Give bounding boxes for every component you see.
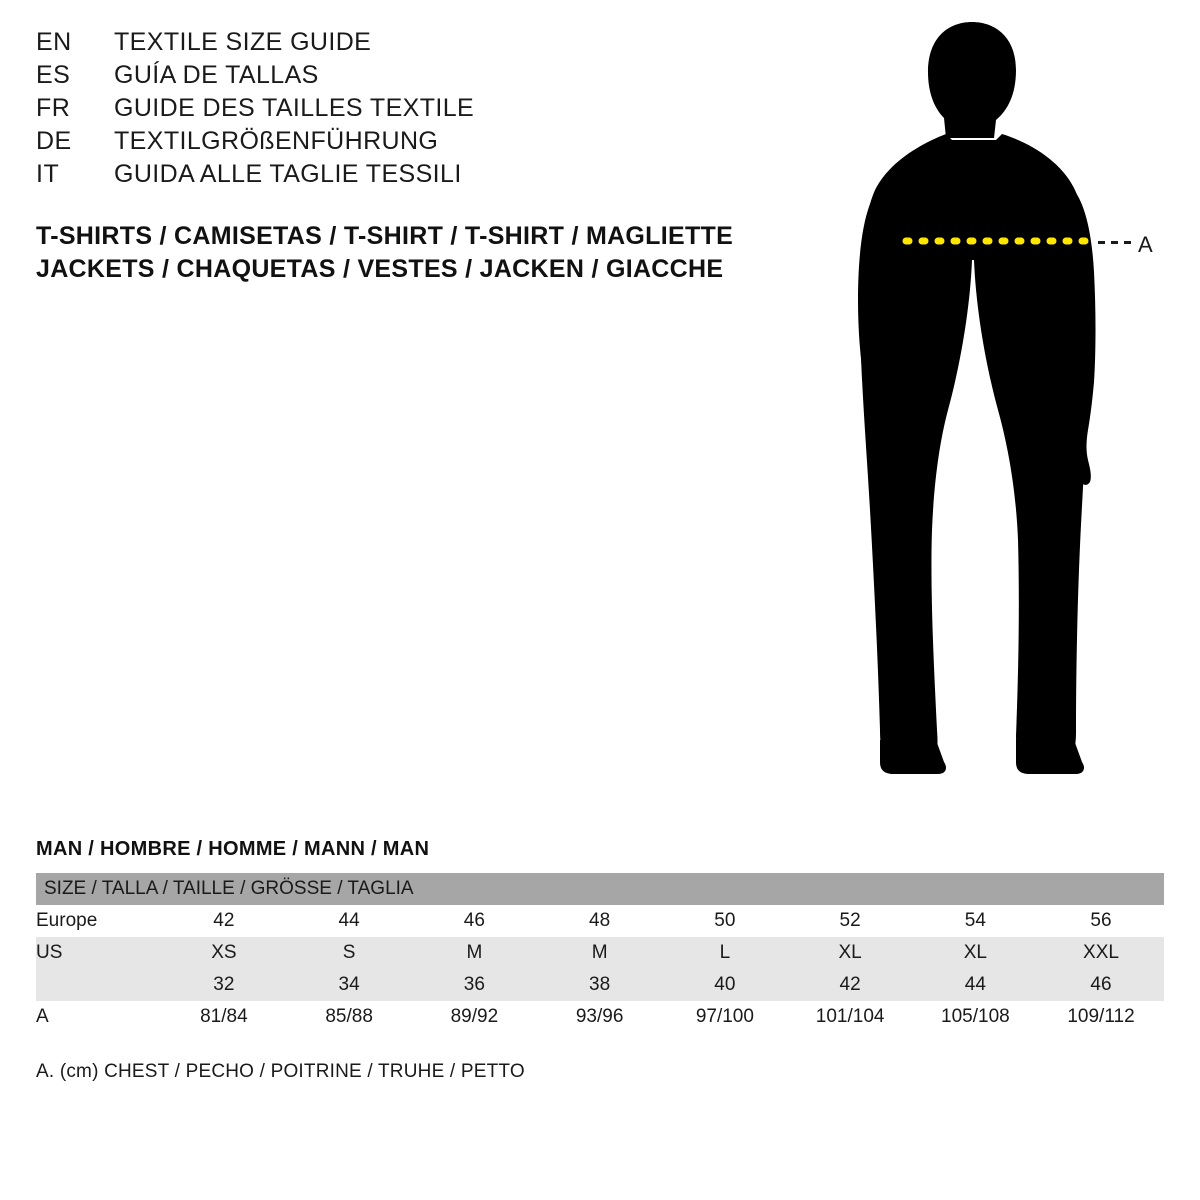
cell-a-7: 109/112 <box>1038 1001 1164 1033</box>
cell-a-5: 101/104 <box>788 1001 913 1033</box>
language-code-fr: FR <box>36 94 71 122</box>
cell-us-1: S <box>287 937 412 969</box>
size-table-section <box>36 838 1164 1083</box>
language-text-it: GUIDA ALLE TAGLIE TESSILI <box>114 160 462 188</box>
cell-numeric-6: 44 <box>913 969 1038 1001</box>
cell-europe-1: 44 <box>287 905 412 937</box>
cell-us-0: XS <box>161 937 286 969</box>
language-row-de <box>36 127 736 160</box>
cell-us-6: XL <box>913 937 1038 969</box>
cell-a-6: 105/108 <box>913 1001 1038 1033</box>
gender-title: MAN / HOMBRE / HOMME / MANN / MAN <box>36 838 430 860</box>
row-label-us: US <box>36 937 161 969</box>
language-row-en <box>36 28 736 61</box>
row-label-numeric <box>36 969 161 1001</box>
cell-us-5: XL <box>788 937 913 969</box>
cell-us-7: XXL <box>1038 937 1164 969</box>
cell-europe-3: 48 <box>537 905 662 937</box>
cell-us-4: L <box>662 937 787 969</box>
table-row <box>36 905 1164 937</box>
cell-europe-7: 56 <box>1038 905 1164 937</box>
language-text-en: TEXTILE SIZE GUIDE <box>114 28 372 56</box>
language-code-en: EN <box>36 28 72 56</box>
cell-numeric-4: 40 <box>662 969 787 1001</box>
cell-numeric-3: 38 <box>537 969 662 1001</box>
cell-a-0: 81/84 <box>161 1001 286 1033</box>
cell-us-2: M <box>412 937 537 969</box>
garment-category-block <box>36 220 796 286</box>
cell-numeric-0: 32 <box>161 969 286 1001</box>
cell-a-4: 97/100 <box>662 1001 787 1033</box>
cell-europe-4: 50 <box>662 905 787 937</box>
body-silhouette-figure <box>820 10 1180 800</box>
category-tshirts: T-SHIRTS / CAMISETAS / T-SHIRT / T-SHIRT / MAGLIETTE <box>36 222 734 250</box>
language-code-es: ES <box>36 61 71 89</box>
table-header-label: SIZE / TALLA / TAILLE / GRÖSSE / TAGLIA <box>36 873 1164 905</box>
category-jackets: JACKETS / CHAQUETAS / VESTES / JACKEN / GIACCHE <box>36 255 724 283</box>
cell-numeric-2: 36 <box>412 969 537 1001</box>
cell-numeric-7: 46 <box>1038 969 1164 1001</box>
row-label-a: A <box>36 1001 161 1033</box>
cell-a-3: 93/96 <box>537 1001 662 1033</box>
language-text-fr: GUIDE DES TAILLES TEXTILE <box>114 94 475 122</box>
male-silhouette-icon <box>820 10 1180 800</box>
cell-europe-6: 54 <box>913 905 1038 937</box>
table-header-row <box>36 873 1164 905</box>
language-row-it <box>36 160 736 193</box>
cell-a-1: 85/88 <box>287 1001 412 1033</box>
language-code-de: DE <box>36 127 72 155</box>
cell-numeric-5: 42 <box>788 969 913 1001</box>
language-code-it: IT <box>36 160 60 188</box>
size-table <box>36 873 1164 1033</box>
row-label-europe: Europe <box>36 905 161 937</box>
language-header-block <box>36 28 736 193</box>
cell-numeric-1: 34 <box>287 969 412 1001</box>
cell-us-3: M <box>537 937 662 969</box>
language-row-fr <box>36 94 736 127</box>
table-row <box>36 937 1164 969</box>
cell-europe-5: 52 <box>788 905 913 937</box>
measure-leader-line <box>1098 241 1132 244</box>
language-row-es <box>36 61 736 94</box>
cell-a-2: 89/92 <box>412 1001 537 1033</box>
language-text-de: TEXTILGRÖßENFÜHRUNG <box>114 127 439 155</box>
language-text-es: GUÍA DE TALLAS <box>114 61 319 89</box>
table-row <box>36 1001 1164 1033</box>
measure-label-a: A <box>1138 232 1153 257</box>
table-footnote: A. (cm) CHEST / PECHO / POITRINE / TRUHE / PETTO <box>36 1061 525 1082</box>
table-row <box>36 969 1164 1001</box>
cell-europe-2: 46 <box>412 905 537 937</box>
cell-europe-0: 42 <box>161 905 286 937</box>
